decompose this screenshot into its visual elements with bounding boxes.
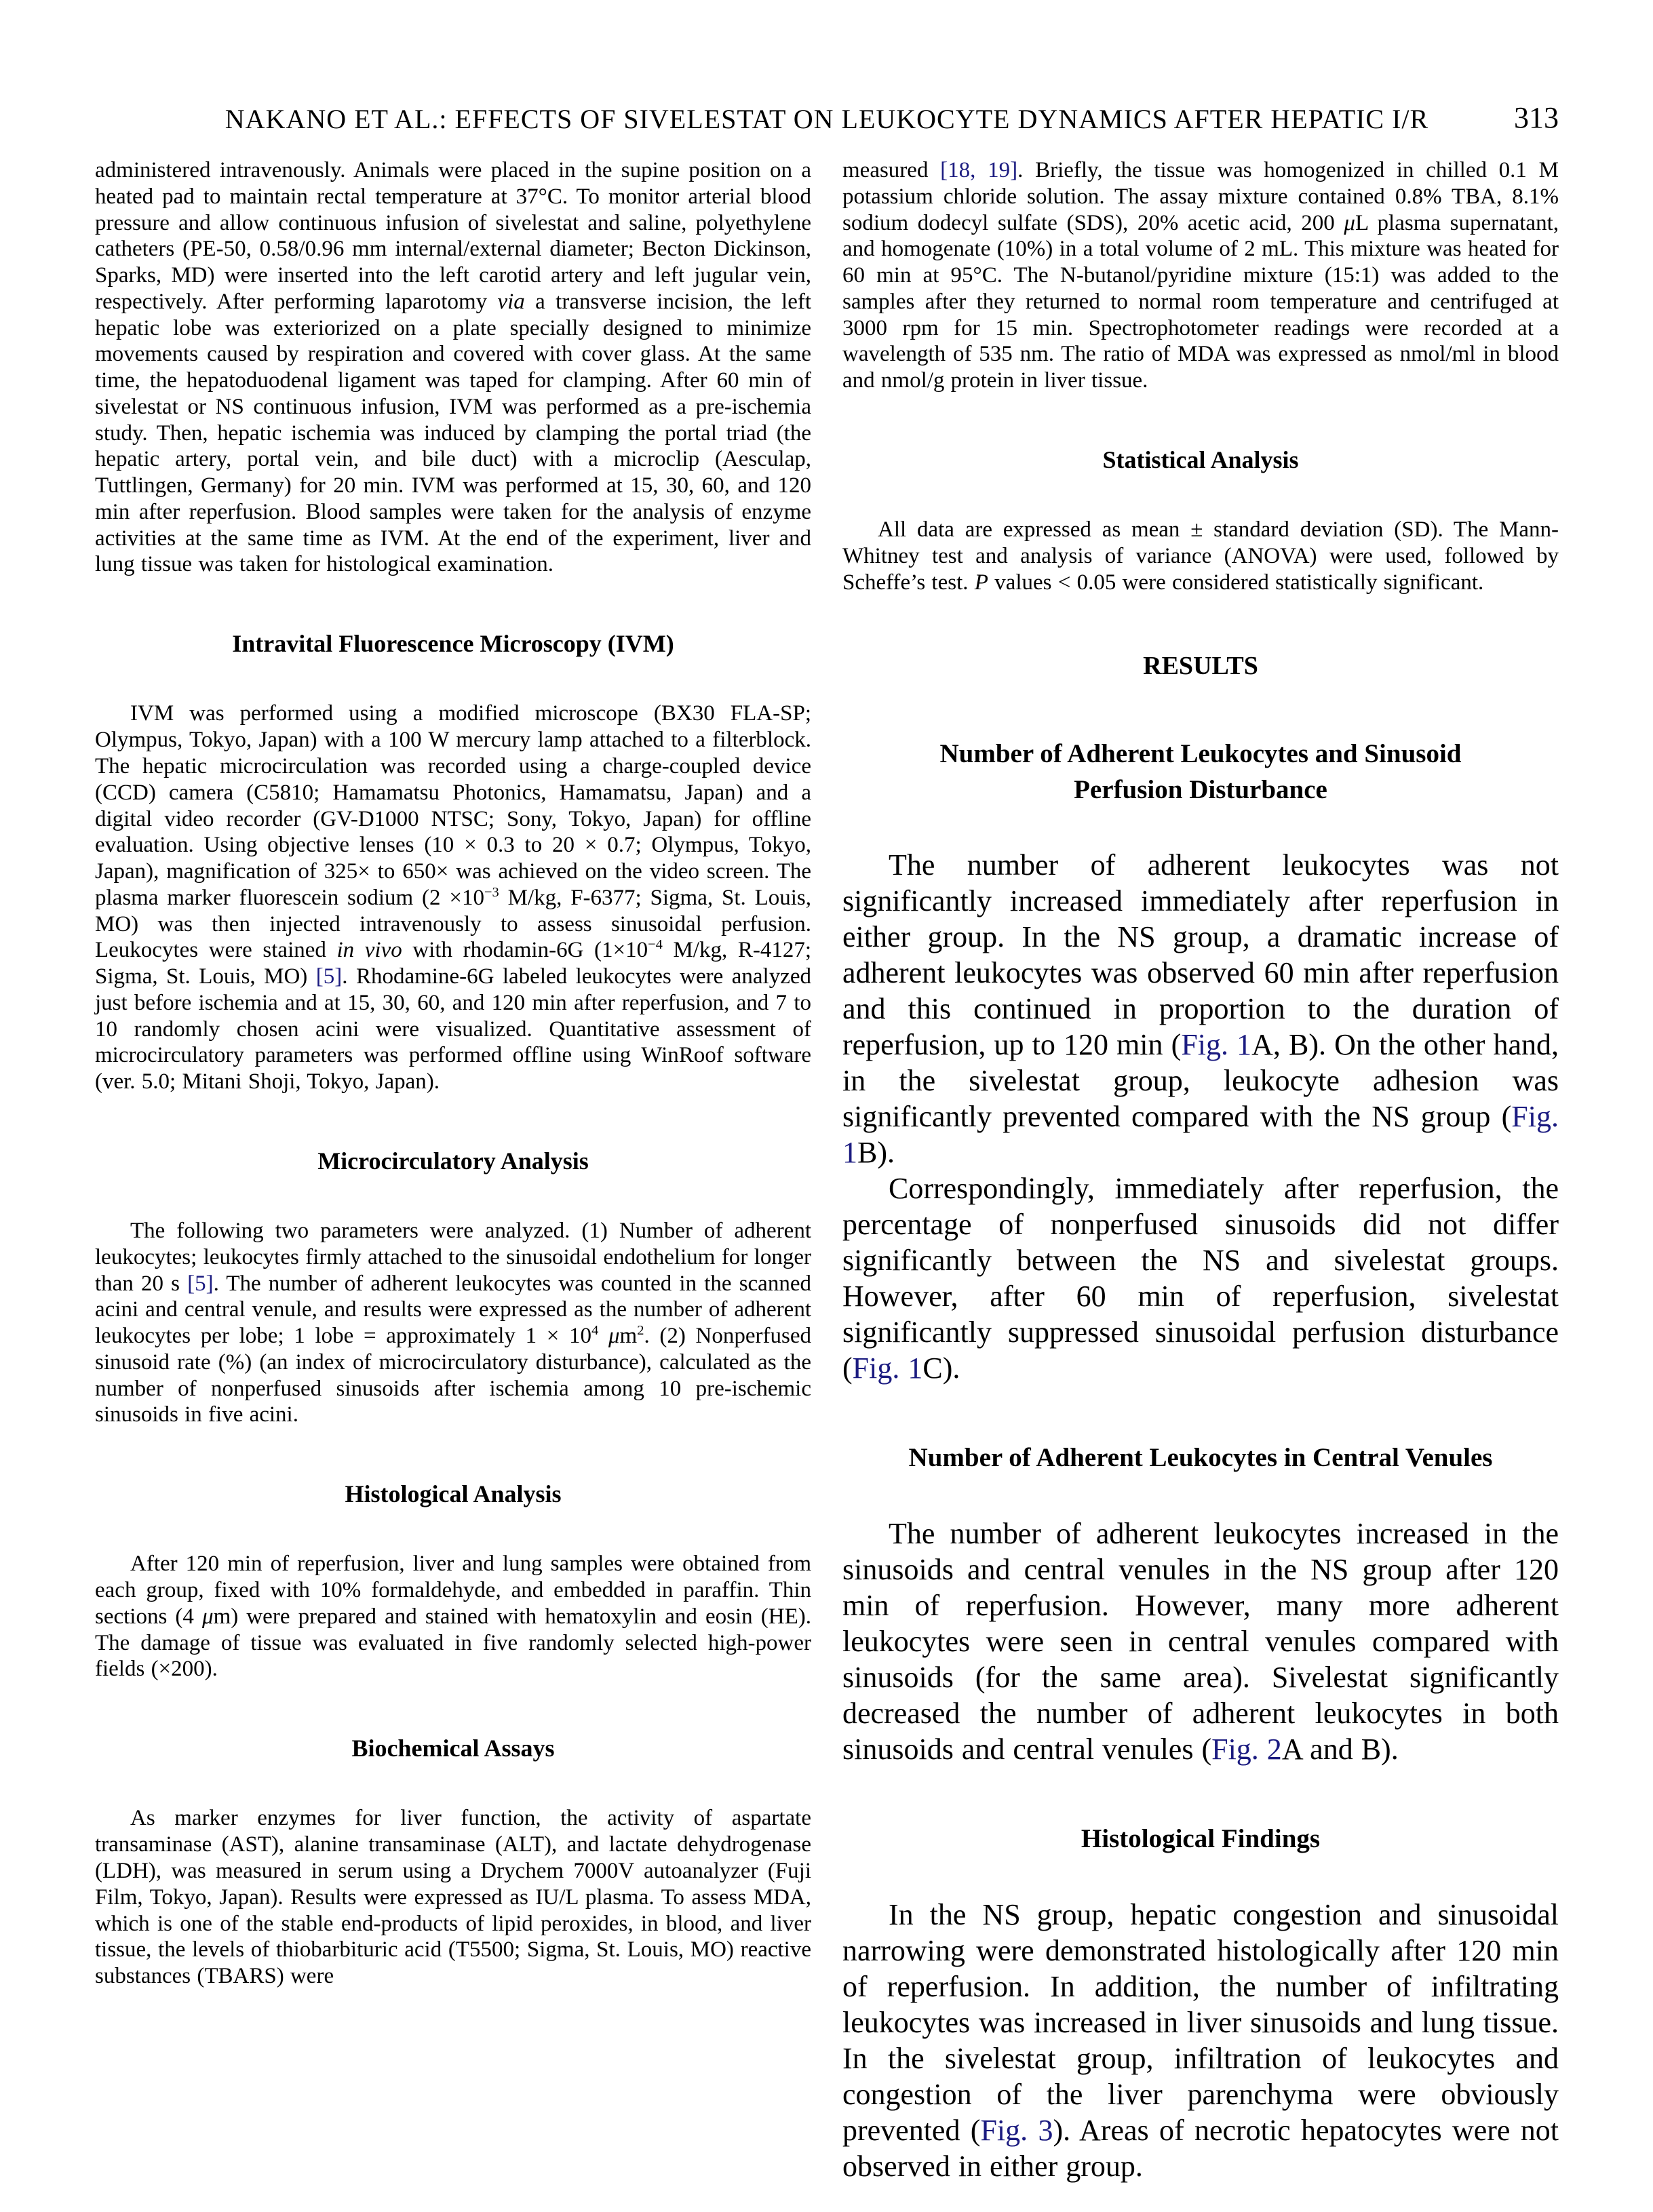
paragraph-ivm: IVM was performed using a modified microscope (BX30 FLA-SP; Olympus, Tokyo, Japan) with a 100 W mercury lamp attached to a filterblock. The hepatic microcirculation was recorded using a charge-coupled device (CCD) camera (C5810; Hamamatsu Photonics, Hamamatsu, Japan) and a digital video recorder (GV-D1000 NTSC; Sony, Tokyo, Japan) for offline evaluation. Using objective lenses (10 × 0.3 to 20 × 0.7; Olympus, Tokyo, Japan), magnification of 325× to 650× was achieved on the video screen. The plasma marker fluorescein sodium ($2 \times 10^{-3}$ M/kg, F-6377; Sigma, St. Louis, MO) was then injected intravenously to assess sinusoidal perfusion. Leukocytes were stained in vivo with rhodamin-6G ($1\times 10^{-4}$ M/kg, R-4127; Sigma, St. Louis, MO) [5]. Rhodamine-6G labeled leukocytes were analyzed just before ischemia and at 15, 30, 60, and 120 min after reperfusion, and 7 to 10 randomly chosen acini were visualized. Quantitative assessment of microcirculatory parameters was performed offline using WinRoof software (ver. 5.0; Mitani Shoji, Tokyo, Japan). [95,701,811,1094]
subheading-central-venules: Number of Adherent Leukocytes in Central Venules [908,1443,1493,1473]
paragraph-surgical-preparation: administered intravenously. Animals were placed in the supine position on a heated pad to maintain rectal temperature at 37°C. To monitor arterial blood pressure and allow continuous infusion of sivelestat and saline, polyethylene catheters (PE-50, 0.58/0.96 mm internal/external diameter; Becton Dickinson, Sparks, MD) were inserted into the left carotid artery and left jugular vein, respectively. After performing laparotomy via a transverse incision, the left hepatic lobe was exteriorized on a plate specially designed to minimize movements caused by respiration and covered with cover glass. At the same time, the hepatoduodenal ligament was taped for clamping. After 60 min of sivelestat or NS continuous infusion, IVM was performed as a pre-ischemia study. Then, hepatic ischemia was induced by clamping the portal triad (the hepatic artery, portal vein, and bile duct) with a microclip (Aesculap, Tuttlingen, Germany) for 20 min. IVM was performed at 15, 30, 60, and 120 min after reperfusion. Blood samples were taken for the analysis of enzyme activities at the same time as IVM. At the end of the experiment, liver and lung tissue was taken for histological examination. [95,158,812,577]
section-heading-results: RESULTS [1143,652,1258,681]
page-number: 313 [1514,101,1559,134]
section-heading-ivm: Intravital Fluorescence Microscopy (IVM) [232,630,674,658]
figure-link[interactable]: Fig. 1 [852,1351,923,1385]
paragraph-tbars-measurement: measured [18, 19]. Briefly, the tissue was homogenized in chilled 0.1 M potassium chloride solution. The assay mixture contained 0.8% TBA, 8.1% sodium dodecyl sulfate (SDS), 20% acetic acid, 200 μL plasma supernatant, and homogenate (10%) in a total volume of 2 mL. This mixture was heated for 60 min at 95°C. The N-butanol/pyridine mixture (15:1) was added to the samples after they returned to normal room temperature and centrifuged at 3000 rpm for 15 min. Spectrophotometer readings were recorded at a wavelength of 535 nm. The ratio of MDA was expressed as nmol/ml in blood and nmol/g protein in liver tissue. [842,158,1559,393]
section-heading-microcirculatory-analysis: Microcirculatory Analysis [317,1147,589,1174]
section-heading-histological-analysis: Histological Analysis [345,1480,562,1508]
right-column [842,157,1559,2184]
subheading-adherent-leukocytes-sinusoid-perfusion: Number of Adherent Leukocytes and Sinusoid Perfusion Disturbance [939,738,1462,804]
citation-link[interactable]: [5] [187,1271,214,1296]
paragraph-microcirculatory-analysis: The following two parameters were analyzed. (1) Number of adherent leukocytes; leukocytes firmly attached to the sinusoidal endothelium for longer than 20 s [5]. The number of adherent leukocytes was counted in the scanned acini and central venule, and results were expressed as the number of adherent leukocytes per lobe; 1 lobe = approximately $1 \times 10^4$ $\mu m^2$. (2) Nonperfused sinusoid rate (%) (an index of microcirculatory disturbance), calculated as the number of nonperfused sinusoids after ischemia among 10 pre-ischemic sinusoids in five acini. [95,1219,811,1427]
figure-link[interactable]: Fig. 1 [1181,1028,1252,1062]
citation-link[interactable]: [18, 19] [940,158,1018,182]
left-column [95,157,811,1990]
paragraph-results-histological-findings: In the NS group, hepatic congestion and sinusoidal narrowing were demonstrated histologically after 120 min of reperfusion. In addition, the number of infiltrating leukocytes was increased in liver sinusoids and lung tissue. In the sivelestat group, infiltration of leukocytes and congestion of the liver parenchyma were obviously prevented (Fig. 3). Areas of necrotic hepatocytes were not observed in either group. [842,1897,1559,2183]
figure-link[interactable]: Fig. 3 [980,2113,1053,2147]
paragraph-results-nonperfused-sinusoids: Correspondingly, immediately after reperfusion, the percentage of nonperfused sinusoids did not differ significantly between the NS and sivelestat groups. However, after 60 min of reperfusion, sivelestat significantly suppressed sinusoidal perfusion disturbance (Fig. 1C). [842,1172,1559,1385]
section-heading-biochemical-assays: Biochemical Assays [351,1735,555,1762]
paragraph-statistical-analysis: All data are expressed as mean ± standard deviation (SD). The Mann-Whitney test and analysis of variance (ANOVA) were used, followed by Scheffe’s test. P values < 0.05 were considered statistically significant. [842,517,1559,595]
subheading-histological-findings: Histological Findings [1081,1824,1321,1854]
paragraph-results-adherent-leukocytes: The number of adherent leukocytes was not significantly increased immediately after reperfusion in either group. In the NS group, a dramatic increase of adherent leukocytes was observed 60 min after reperfusion and this continued in proportion to the duration of reperfusion, up to 120 min (Fig. 1A, B). On the other hand, in the sivelestat group, leukocyte adhesion was significantly prevented compared with the NS group (Fig. 1B). [842,848,1559,1170]
citation-link[interactable]: [5] [315,964,343,989]
section-heading-statistical-analysis: Statistical Analysis [1102,446,1299,473]
figure-link[interactable]: Fig. 2 [1211,1733,1282,1766]
running-title: NAKANO ET AL.: EFFECTS OF SIVELESTAT ON LEUKOCYTE DYNAMICS AFTER HEPATIC I/R [225,104,1429,134]
paragraph-results-central-venules: The number of adherent leukocytes increased in the sinusoids and central venules in the NS group after 120 min of reperfusion. However, many more adherent leukocytes were seen in central venules compared with sinusoids (for the same area). Sivelestat significantly decreased the number of adherent leukocytes in both sinusoids and central venules (Fig. 2A and B). [842,1517,1559,1766]
figure-link[interactable]: Fig. 1 [842,1100,1559,1170]
paragraph-biochemical-assays: As marker enzymes for liver function, the activity of aspartate transaminase (AST), alanine transaminase (ALT), and lactate dehydrogenase (LDH), was measured in serum using a Drychem 7000V autoanalyzer (Fuji Film, Tokyo, Japan). Results were expressed as IU/L plasma. To assess MDA, which is one of the stable end-products of lipid peroxides, in blood, and liver tissue, the levels of thiobarbituric acid (T5500; Sigma, St. Louis, MO) reactive substances (TBARS) were [95,1806,811,1989]
page-header [95,100,1559,138]
paragraph-histological-analysis: After 120 min of reperfusion, liver and lung samples were obtained from each group, fixed with 10% formaldehyde, and embedded in paraffin. Thin sections (4 μm) were prepared and stained with hematoxylin and eosin (HE). The damage of tissue was evaluated in five randomly selected high-power fields (×200). [95,1552,811,1682]
